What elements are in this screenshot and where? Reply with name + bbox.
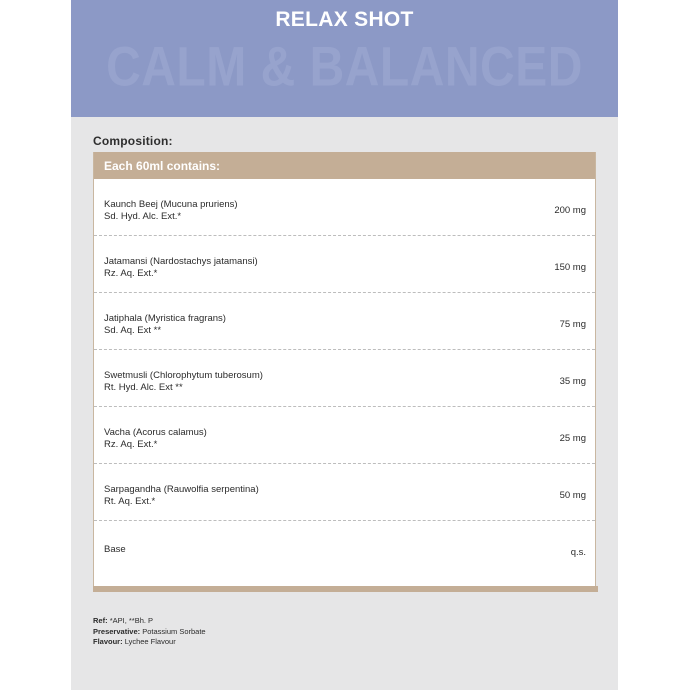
ingredient-cell [104, 427, 464, 450]
ref-label: Ref: [93, 616, 108, 625]
ingredient-detail: Sd. Hyd. Alc. Ext.* [104, 210, 182, 222]
ingredient-dose: 150 mg [554, 262, 586, 273]
ingredient-detail: Rt. Hyd. Alc. Ext ** [104, 381, 183, 393]
ingredient-cell [104, 370, 464, 393]
table-row [94, 350, 595, 407]
flavour-note [93, 637, 206, 648]
ingredient-cell [104, 256, 464, 279]
ref-value: *API, **Bh. P [109, 616, 154, 625]
flavour-value: Lychee Flavour [124, 637, 176, 646]
ingredient-detail: Rz. Aq. Ext.* [104, 267, 158, 279]
ingredient-dose: 75 mg [559, 319, 586, 330]
preservative-note [93, 627, 206, 638]
ingredient-dose: 35 mg [559, 376, 586, 387]
ingredient-name: Kaunch Beej (Mucuna pruriens) [104, 199, 238, 210]
product-title: RELAX SHOT [275, 8, 414, 31]
label-panel [71, 0, 618, 690]
ingredient-cell [104, 484, 464, 507]
ingredient-name: Base [104, 544, 126, 555]
table-row [94, 236, 595, 293]
preservative-value: Potassium Sorbate [142, 626, 206, 636]
composition-table [93, 152, 596, 586]
table-row [94, 464, 595, 521]
ingredient-name: Sarpagandha (Rauwolfia serpentina) [104, 484, 259, 495]
ingredient-dose: q.s. [570, 547, 586, 558]
ingredient-cell [104, 544, 464, 556]
preservative-label: Preservative: [93, 626, 141, 636]
flavour-label: Flavour: [93, 637, 123, 646]
ingredient-detail: Rz. Aq. Ext.* [104, 438, 158, 450]
table-footer-bar [93, 586, 598, 592]
composition-heading: Composition: [93, 134, 173, 148]
table-row [94, 293, 595, 350]
product-subtitle: CALM & BALANCED [106, 37, 583, 98]
ingredient-dose: 200 mg [554, 205, 586, 216]
ingredient-dose: 25 mg [559, 433, 586, 444]
header-banner [71, 0, 618, 117]
ingredient-cell [104, 313, 464, 336]
ingredient-detail: Sd. Aq. Ext ** [104, 324, 162, 336]
footnotes [93, 616, 206, 648]
table-row [94, 521, 595, 578]
ingredient-name: Swetmusli (Chlorophytum tuberosum) [104, 370, 263, 381]
ingredient-name: Jatamansi (Nardostachys jatamansi) [104, 256, 258, 267]
table-row [94, 179, 595, 236]
table-header: Each 60ml contains: [94, 152, 595, 179]
ref-note [93, 616, 206, 627]
ingredient-name: Jatiphala (Myristica fragrans) [104, 313, 226, 324]
ingredient-cell [104, 199, 464, 222]
ingredient-dose: 50 mg [559, 490, 586, 501]
ingredient-name: Vacha (Acorus calamus) [104, 427, 207, 438]
ingredient-detail: Rt. Aq. Ext.* [104, 495, 156, 507]
table-row [94, 407, 595, 464]
